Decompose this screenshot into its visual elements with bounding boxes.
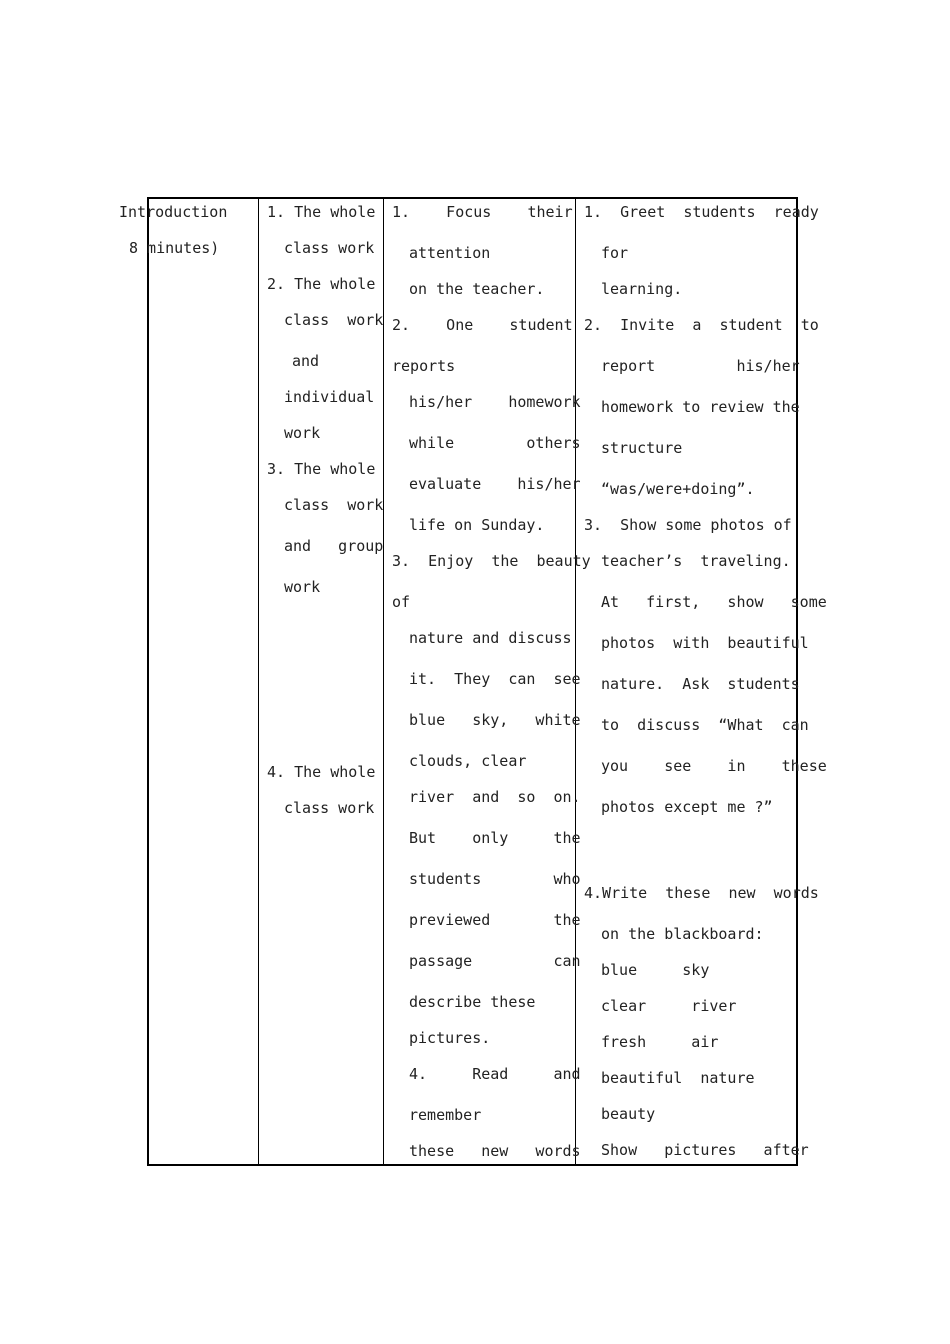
student-activity-line: it. They can see	[409, 670, 581, 688]
teacher-activity-line: 3. Show some photos of	[584, 516, 792, 534]
teacher-activity-line: on the blackboard:	[601, 925, 764, 943]
organization-line: class work	[284, 311, 384, 329]
teacher-activity-line: nature. Ask students	[601, 675, 800, 693]
teacher-activity-line: Show pictures after	[601, 1141, 809, 1159]
teacher-activity-line: to discuss “What can	[601, 716, 809, 734]
organization-line: work	[284, 424, 321, 442]
teacher-activity-line: 1. Greet students ready	[584, 203, 819, 221]
student-activity-line: nature and discuss	[409, 629, 572, 647]
student-activity-line: of	[392, 593, 411, 611]
student-activity-line: river and so on.	[409, 788, 581, 806]
organization-line: individual	[284, 388, 375, 406]
student-activity-line: while others	[409, 434, 581, 452]
student-activity-line: 1. Focus their	[392, 203, 573, 221]
teacher-activity-line: “was/were+doing”.	[601, 480, 755, 498]
column-divider-1	[258, 197, 259, 1166]
teacher-activity-line: blue sky	[601, 961, 710, 979]
teacher-activity-line: teacher’s traveling.	[601, 552, 791, 570]
student-activity-line: blue sky, white	[409, 711, 581, 729]
teacher-activity-line: beautiful nature	[601, 1069, 755, 1087]
teacher-activity-line: 4.Write these new words	[584, 884, 819, 902]
student-activity-line: But only the	[409, 829, 581, 847]
student-activity-line: life on Sunday.	[409, 516, 545, 534]
student-activity-line: attention	[409, 244, 491, 262]
teacher-activity-line: clear river	[601, 997, 737, 1015]
teacher-activity-line: photos with beautiful	[601, 634, 809, 652]
student-activity-line: on the teacher.	[409, 280, 545, 298]
teacher-activity-line: you see in these	[601, 757, 827, 775]
organization-line: 4. The whole	[267, 763, 376, 781]
student-activity-line: these new words	[409, 1142, 581, 1160]
organization-line: and	[292, 352, 320, 370]
organization-line: 3. The whole	[267, 460, 376, 478]
teacher-activity-line: At first, show some	[601, 593, 827, 611]
student-activity-line: students who	[409, 870, 581, 888]
student-activity-line: 3. Enjoy the beauty	[392, 552, 591, 570]
student-activity-line: his/her homework	[409, 393, 581, 411]
organization-line: class work	[284, 239, 375, 257]
student-activity-line: 4. Read and	[409, 1065, 581, 1083]
student-activity-line: remember	[409, 1106, 482, 1124]
teacher-activity-line: 2. Invite a student to	[584, 316, 819, 334]
student-activity-line: passage can	[409, 952, 581, 970]
teacher-activity-line: fresh air	[601, 1033, 719, 1051]
student-activity-line: pictures.	[409, 1029, 491, 1047]
stage-line: Introduction	[119, 203, 228, 221]
organization-line: and group	[284, 537, 384, 555]
stage-line: 8 minutes)	[129, 239, 220, 257]
student-activity-line: previewed the	[409, 911, 581, 929]
student-activity-line: clouds, clear	[409, 752, 527, 770]
teacher-activity-line: report his/her	[601, 357, 800, 375]
teacher-activity-line: learning.	[601, 280, 683, 298]
teacher-activity-line: photos except me ?”	[601, 798, 773, 816]
column-divider-2	[383, 197, 384, 1166]
student-activity-line: describe these	[409, 993, 536, 1011]
teacher-activity-line: homework to review the	[601, 398, 800, 416]
student-activity-line: 2. One student	[392, 316, 573, 334]
organization-line: class work	[284, 496, 384, 514]
teacher-activity-line: for	[601, 244, 629, 262]
teacher-activity-line: beauty	[601, 1105, 656, 1123]
student-activity-line: reports	[392, 357, 456, 375]
organization-line: 2. The whole	[267, 275, 376, 293]
organization-line: work	[284, 578, 321, 596]
organization-line: class work	[284, 799, 375, 817]
organization-line: 1. The whole	[267, 203, 376, 221]
teacher-activity-line: structure	[601, 439, 683, 457]
student-activity-line: evaluate his/her	[409, 475, 581, 493]
